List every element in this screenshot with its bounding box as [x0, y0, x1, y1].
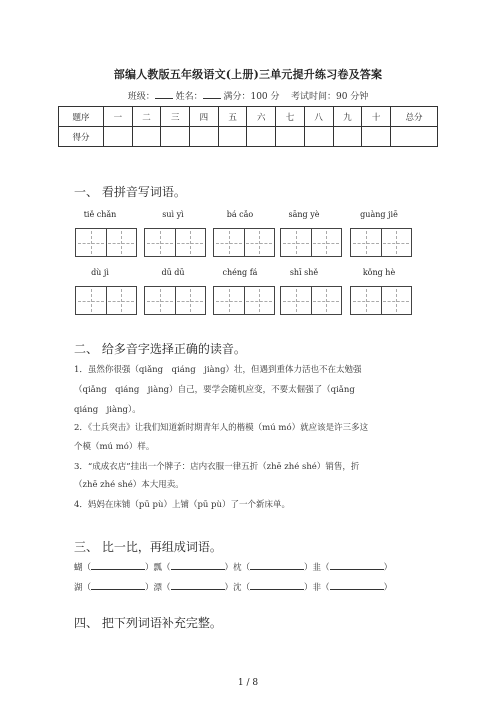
answer-blank[interactable]: [330, 581, 384, 590]
score-table-header-row: [59, 107, 438, 127]
table-cell: 一: [104, 107, 133, 127]
score-cell[interactable]: [190, 127, 219, 147]
tianzige-box[interactable]: [144, 228, 206, 257]
pinyin-label: bá cǎo: [226, 210, 254, 219]
question-line: 2．《士兵突击》让我们知道新时期青年人的楷模（mú mó）就应该是许三多这: [74, 423, 369, 433]
class-label: 班级：: [127, 92, 155, 102]
score-cell[interactable]: [104, 127, 133, 147]
compare-char: ）沈（: [224, 583, 251, 593]
compare-row-1: [74, 561, 392, 573]
table-cell: 三: [161, 107, 190, 127]
table-cell: 六: [247, 107, 276, 127]
score-cell[interactable]: [132, 127, 161, 147]
table-cell: 五: [218, 107, 247, 127]
pinyin-label: suì yì: [162, 210, 184, 219]
pinyin-label: guàng jiē: [360, 210, 398, 219]
page-title: 部编人教版五年级语文(上册)三单元提升练习卷及答案: [113, 68, 383, 81]
table-cell: 十: [362, 107, 391, 127]
score-cell[interactable]: [276, 127, 305, 147]
question-line: 3．“成成衣店”挂出一个牌子：店内衣服一律五折（zhē zhé shé）销售，折: [74, 462, 360, 472]
score-cell[interactable]: [333, 127, 362, 147]
table-cell: 八: [304, 107, 333, 127]
tianzige-box[interactable]: [280, 228, 342, 257]
answer-blank[interactable]: [91, 561, 145, 570]
compare-char: 湖（: [74, 583, 92, 593]
question-line: （qiǎng qiáng jiàng）自己，要学会随机应变，不要太倔强了（qiǎng: [74, 385, 355, 395]
score-cell[interactable]: [247, 127, 276, 147]
exam-info: [0, 89, 496, 102]
pinyin-label: tiě chǎn: [83, 210, 117, 219]
tianzige-box[interactable]: [350, 286, 412, 315]
question-line: 个模（mú mó）样。: [74, 442, 155, 452]
pinyin-label: sāng yè: [288, 210, 320, 219]
score-cell[interactable]: [391, 127, 438, 147]
answer-blank[interactable]: [330, 561, 384, 570]
pinyin-label: chéng fá: [222, 268, 258, 277]
question-line: qiáng jiàng）。: [74, 405, 141, 415]
table-cell: 得分: [59, 127, 104, 147]
pinyin-label: dū dū: [161, 268, 185, 277]
answer-blank[interactable]: [250, 581, 304, 590]
page-number: 1 / 8: [237, 678, 259, 688]
compare-char: ）枕（: [224, 563, 251, 573]
compare-char: ）瓢（: [145, 563, 171, 573]
answer-blank[interactable]: [171, 581, 225, 590]
section-4-heading: 四、 把下列词语补充完整。: [74, 616, 222, 630]
tianzige-box[interactable]: [213, 286, 275, 315]
class-blank[interactable]: [155, 89, 173, 99]
table-cell: 九: [333, 107, 362, 127]
score-cell[interactable]: [161, 127, 190, 147]
tianzige-box[interactable]: [75, 228, 137, 257]
table-cell: 二: [132, 107, 161, 127]
answer-blank[interactable]: [171, 561, 225, 570]
answer-blank[interactable]: [250, 561, 304, 570]
score-cell[interactable]: [304, 127, 333, 147]
section-1-heading: 一、 看拼音写词语。: [74, 185, 186, 199]
pinyin-label: kǒng hè: [362, 268, 396, 277]
compare-char: ）: [383, 563, 393, 573]
compare-char: ）漂（: [145, 583, 171, 593]
compare-char: ）非（: [304, 583, 330, 593]
answer-blank[interactable]: [91, 581, 145, 590]
compare-char: ）韭（: [304, 563, 330, 573]
time-label: 考试时间：90 分钟: [290, 92, 369, 102]
score-label: 满分：100 分: [223, 92, 280, 102]
score-table-score-row: [59, 127, 438, 147]
pinyin-label: dù jì: [91, 268, 109, 277]
tianzige-box[interactable]: [75, 286, 137, 315]
compare-char: ）: [383, 583, 393, 593]
compare-char: 蝴（: [74, 563, 92, 573]
name-blank[interactable]: [203, 89, 221, 99]
tianzige-box[interactable]: [213, 228, 275, 257]
tianzige-box[interactable]: [350, 228, 412, 257]
section-3-heading: 三、 比一比，再组成词语。: [74, 540, 222, 554]
pinyin-label: shī shě: [289, 268, 319, 277]
table-cell: 七: [276, 107, 305, 127]
question-line: 4．妈妈在床铺（pū pù）上铺（pū pù）了一个新床单。: [74, 500, 290, 510]
name-label: 姓名：: [175, 92, 203, 102]
score-cell[interactable]: [362, 127, 391, 147]
question-line: （zhē zhé shé）本大甩卖。: [74, 480, 184, 490]
table-cell: 四: [190, 107, 219, 127]
table-cell: 总分: [391, 107, 438, 127]
table-cell: 题序: [59, 107, 104, 127]
score-table: [58, 106, 438, 147]
question-line: 1．虽然你很强（qiǎng qiáng jiàng）壮，但遇到重体力活也不在太勉强: [74, 365, 362, 375]
tianzige-box[interactable]: [144, 286, 206, 315]
section-2-heading: 二、 给多音字选择正确的读音。: [74, 342, 246, 356]
score-cell[interactable]: [218, 127, 247, 147]
compare-row-2: [74, 581, 392, 593]
tianzige-box[interactable]: [280, 286, 342, 315]
